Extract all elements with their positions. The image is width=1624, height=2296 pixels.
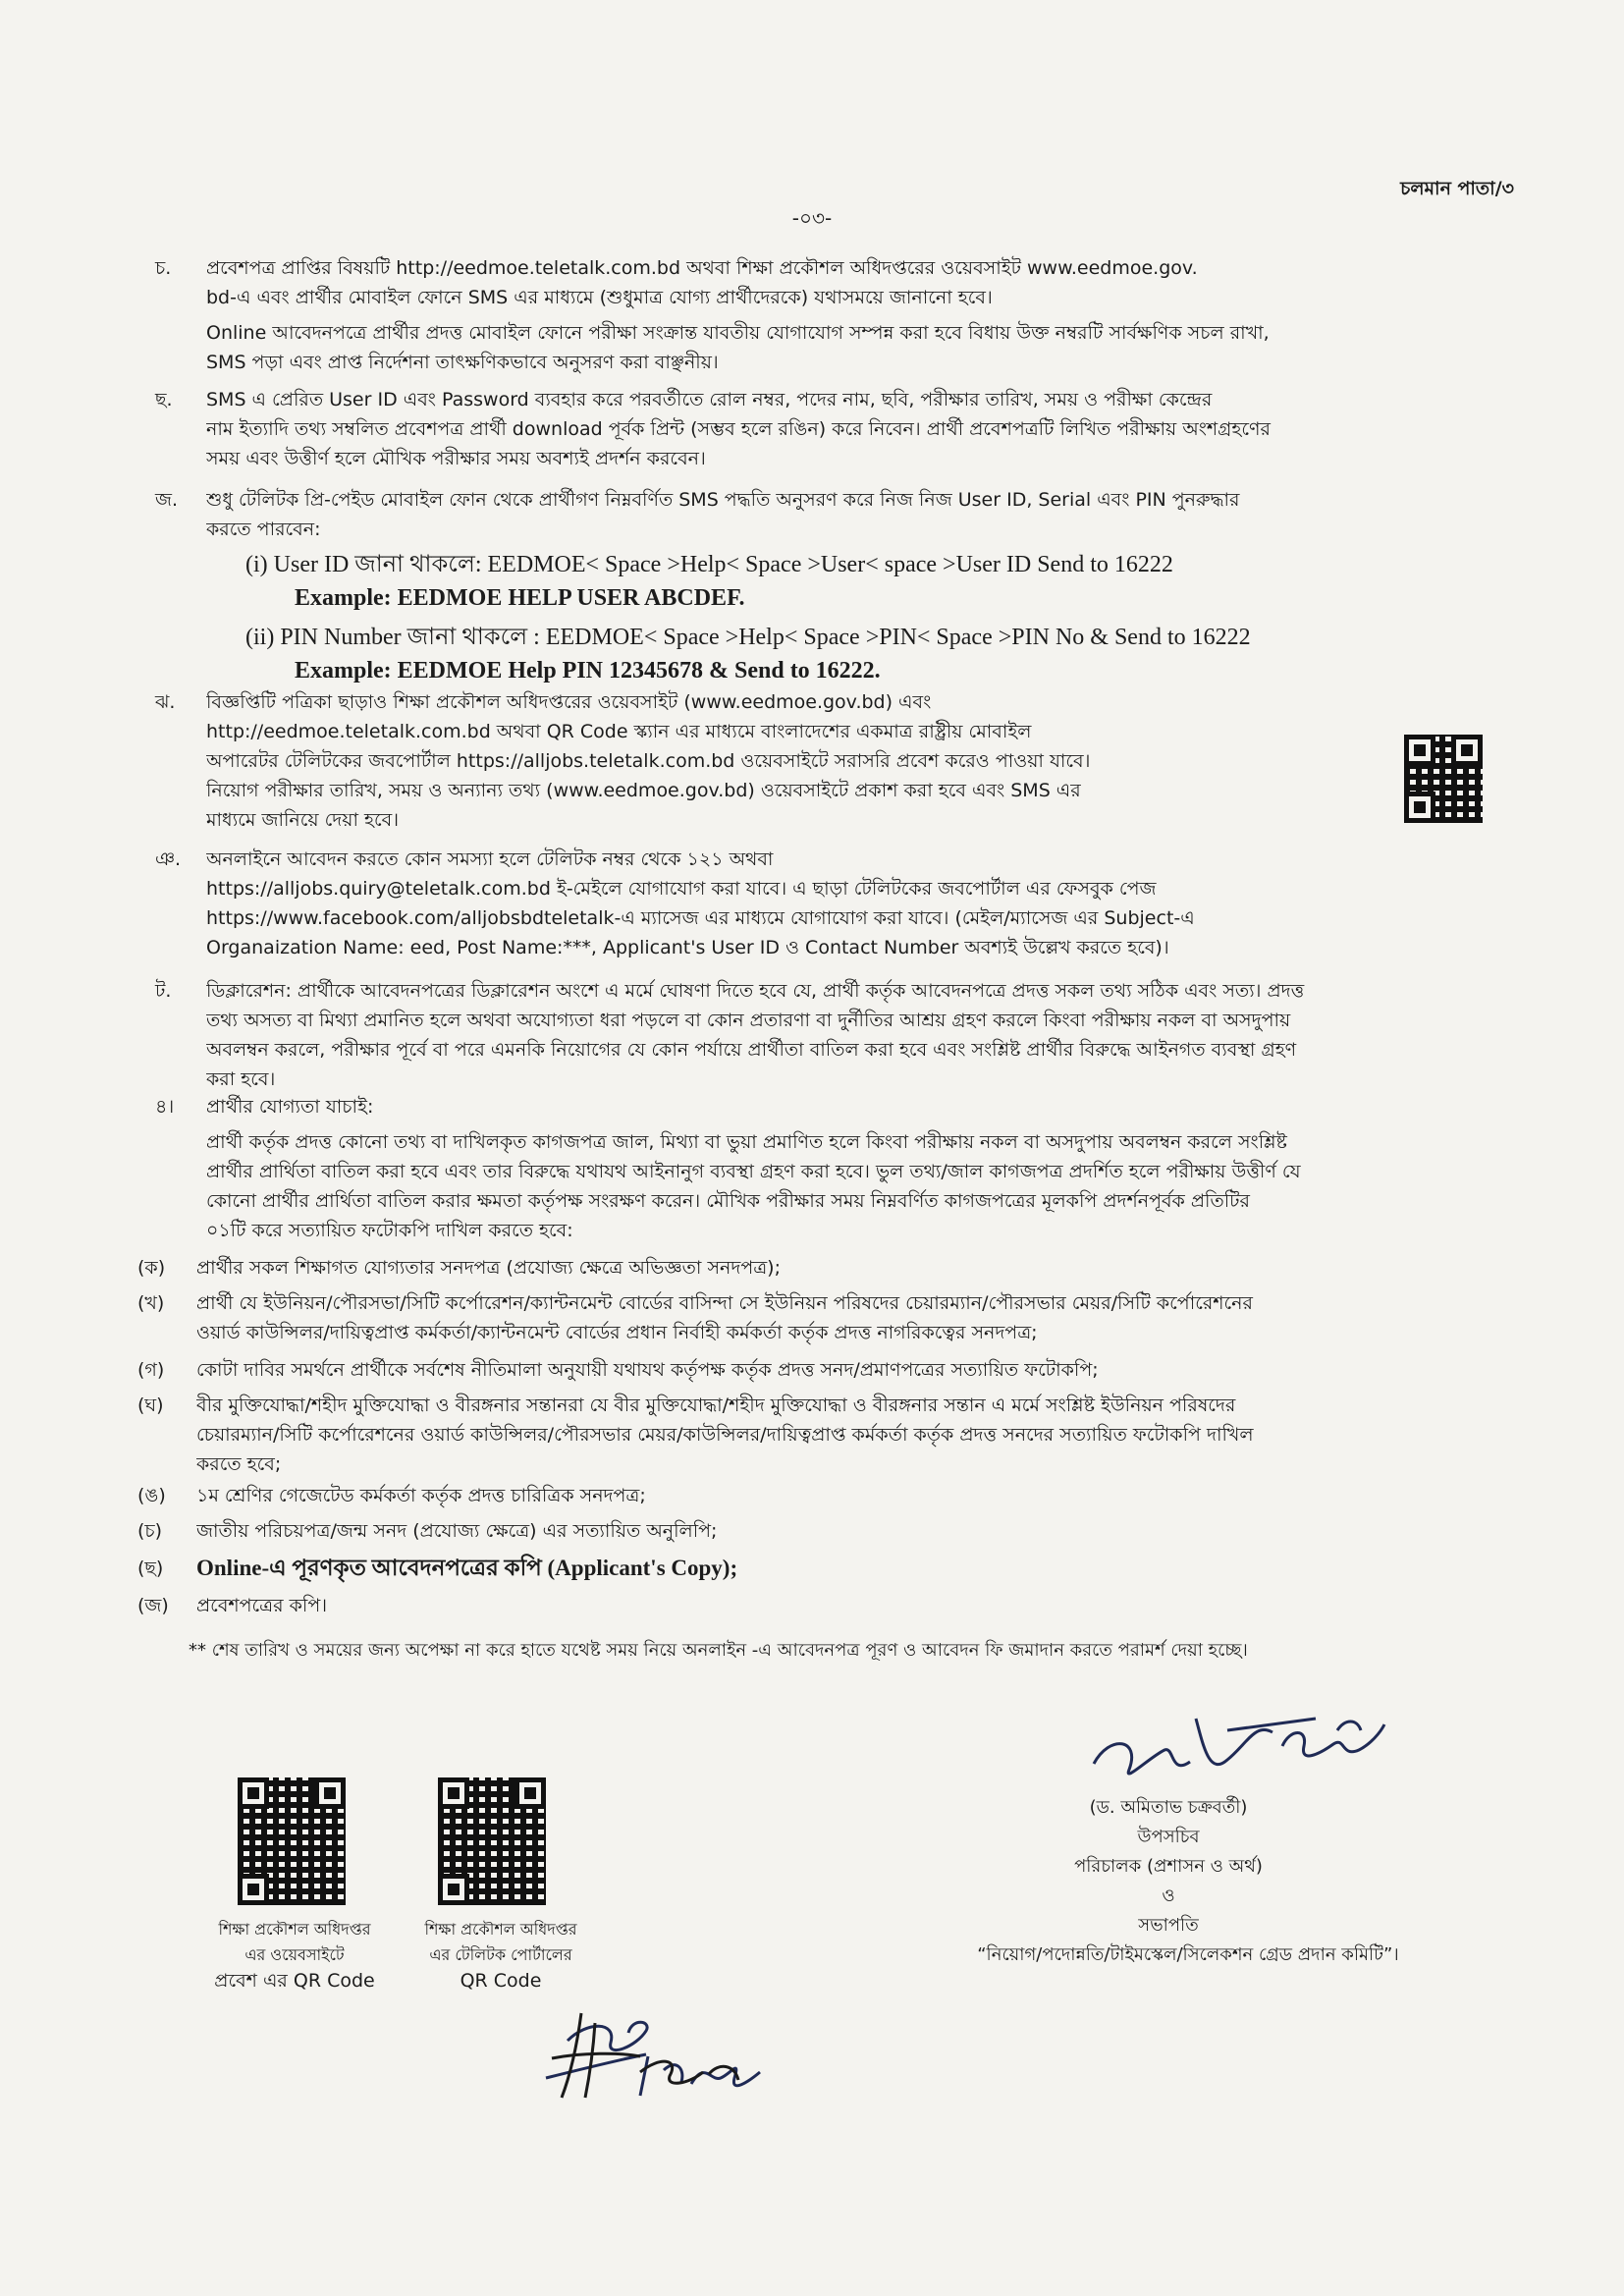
signatory-name: (ড. অমিতাভ চক্রবর্তী) [1089, 1797, 1248, 1818]
signatory-title: সভাপতি [1138, 1915, 1199, 1936]
item-line: নিয়োগ পরীক্ষার তারিখ, সময় ও অন্যান্য তথ্য (www.eedmoe.gov.bd) ওয়েবসাইটে প্রকাশ করা হবে এবং SMS এর [206, 780, 1081, 801]
qr-caption-line: প্রবেশ এর QR Code [214, 1970, 375, 1992]
doc-line: জাতীয় পরিচয়পত্র/জন্ম সনদ (প্রযোজ্য ক্ষেত্রে) এর সত্যায়িত অনুলিপি; [196, 1520, 718, 1542]
qr-caption-teletalk [393, 1917, 609, 1994]
doc-label: (ক) [137, 1257, 166, 1279]
item-line: Online আবেদনপত্রে প্রার্থীর প্রদত্ত মোবাইল ফোনে পরীক্ষা সংক্রান্ত যাবতীয় যোগাযোগ সম্পন্ন করা হবে বিধায় উক্ত নম্বরটি সার্বক্ষণিক সচল রাখা, [206, 322, 1270, 344]
sms-pin-format: (ii) PIN Number জানা থাকলে : EEDMOE< Space >Help< Space >PIN< Space >PIN No & Send to 16222 [245, 625, 1251, 650]
item-ja [155, 485, 1522, 544]
item-ca [155, 253, 1522, 377]
doc-cha [137, 1552, 1502, 1585]
signature-member1-mark-icon [542, 2003, 758, 2102]
footnote: ** শেষ তারিখ ও সময়ের জন্য অপেক্ষা না করে হাতে যথেষ্ট সময় নিয়ে অনলাইন -এ আবেদনপত্র পূরণ ও আবেদন ফি জমাদান করতে পরামর্শ দেয়া হচ্ছে। [189, 1640, 1248, 1661]
doc-line: কোটা দাবির সমর্থনে প্রার্থীকে সর্বশেষ নীতিমালা অনুযায়ী যথাযথ কর্তৃপক্ষ কর্তৃক প্রদত্ত সনদ/প্রমাণপত্রের সত্যায়িত ফটোকপি; [196, 1359, 1099, 1381]
section-label: ৪। [155, 1096, 175, 1118]
item-line: https://alljobs.quiry@teletalk.com.bd ই-মেইলে যোগাযোগ করা যাবে। এ ছাড়া টেলিটকের জবপোর্টাল এর ফেসবুক পেজ [206, 878, 1157, 900]
signature-director-icon [1080, 1689, 1394, 1797]
doc-uma [137, 1481, 1502, 1510]
item-cha [155, 385, 1522, 473]
sms-instructions [245, 548, 1251, 687]
item-line: https://www.facebook.com/alljobsbdteletalk-এ ম্যাসেজ এর মাধ্যমে যোগাযোগ করা যাবে। (মেইল/ম্যাসেজ এর Subject-এ [206, 907, 1195, 929]
item-line: bd-এ এবং প্রার্থীর মোবাইল ফোনে SMS এর মাধ্যমে (শুধুমাত্র যোগ্য প্রার্থীদেরকে) যথাসময়ে জানানো হবে। [206, 287, 993, 308]
doc-line: প্রবেশপত্রের কপি। [196, 1595, 328, 1616]
section-line: ০১টি করে সত্যায়িত ফটোকপি দাখিল করতে হবে: [206, 1220, 573, 1241]
doc-ja [137, 1591, 1502, 1620]
item-line: বিজ্ঞপ্তিটি পত্রিকা ছাড়াও শিক্ষা প্রকৌশল অধিদপ্তরের ওয়েবসাইট (www.eedmoe.gov.bd) এবং [206, 691, 932, 713]
doc-gha [137, 1391, 1502, 1479]
qr-caption-line: শিক্ষা প্রকৌশল অধিদপ্তর [424, 1920, 577, 1939]
doc-label: (চ) [137, 1520, 163, 1542]
item-jha [155, 687, 1375, 835]
signatory-block [1021, 1793, 1316, 1941]
item-line: শুধু টেলিটক প্রি-পেইড মোবাইল ফোন থেকে প্রার্থীগণ নিম্নবর্ণিত SMS পদ্ধতি অনুসরণ করে নিজ নিজ User ID, Serial এবং PIN পুনরুদ্ধার [206, 489, 1240, 511]
doc-ga [137, 1355, 1502, 1385]
item-line: নাম ইত্যাদি তথ্য সম্বলিত প্রবেশপত্র প্রার্থী download পূর্বক প্রিন্ট (সম্ভব হলে রঙিন) করে নিবেন। প্রার্থী প্রবেশপত্রটি লিখিত পরীক্ষায় অংশগ্রহণের [206, 418, 1271, 440]
doc-line: Online-এ পূরণকৃত আবেদনপত্রের কপি (Applicant's Copy); [196, 1556, 738, 1580]
sms-user-id-format: (i) User ID জানা থাকলে: EEDMOE< Space >Help< Space >User< space >User ID Send to 16222 [245, 552, 1173, 577]
page-number: -০৩- [791, 206, 833, 230]
item-line: করা হবে। [206, 1068, 276, 1090]
qr-caption-website [187, 1917, 403, 1994]
doc-label: (জ) [137, 1595, 169, 1616]
qr-caption-line: QR Code [460, 1970, 542, 1992]
item-line: অবলম্বন করলে, পরীক্ষার পূর্বে বা পরে এমনকি নিয়োগের যে কোন পর্যায়ে প্রার্থীতা বাতিল করা হবে এবং সংশ্লিষ্ট প্রার্থীর বিরুদ্ধে আইনগত ব্যবস্থা গ্রহণ [206, 1039, 1297, 1061]
doc-line: প্রার্থী যে ইউনিয়ন/পৌরসভা/সিটি কর্পোরেশন/ক্যান্টনমেন্ট বোর্ডের বাসিন্দা সে ইউনিয়ন পরিষদের চেয়ারম্যান/পৌরসভার মেয়র/সিটি কর্পোরেশনের [196, 1292, 1253, 1314]
running-page-label: চলমান পাতা/৩ [1400, 178, 1514, 199]
signatory-title: পরিচালক (প্রশাসন ও অর্থ) [1074, 1856, 1263, 1877]
sms-pin-example: Example: EEDMOE Help PIN 12345678 & Send to 16222. [295, 658, 881, 683]
section-line: কোনো প্রার্থীর প্রার্থিতা বাতিল করার ক্ষমতা কর্তৃপক্ষ সংরক্ষণ করেন। মৌখিক পরীক্ষার সময় নিম্নবর্ণিত কাগজপত্রের মূলকপি প্রদর্শনপূর্বক প্রতিটির [206, 1190, 1250, 1212]
item-line: http://eedmoe.teletalk.com.bd অথবা QR Code স্ক্যান এর মাধ্যমে বাংলাদেশের একমাত্র রাষ্ট্রীয় মোবাইল [206, 721, 1032, 742]
item-line: প্রবেশপত্র প্রাপ্তির বিষয়টি http://eedmoe.teletalk.com.bd অথবা শিক্ষা প্রকৌশল অধিদপ্তরের ওয়েবসাইট www.eedmoe.gov. [206, 257, 1198, 279]
item-line: সময় এবং উত্তীর্ণ হলে মৌখিক পরীক্ষার সময় অবশ্যই প্রদর্শন করবেন। [206, 448, 706, 469]
section-title: প্রার্থীর যোগ্যতা যাচাই: [206, 1096, 374, 1118]
item-line: Organaization Name: eed, Post Name:***, Applicant's User ID ও Contact Number অবশ্যই উল্লেখ করতে হবে)। [206, 937, 1169, 958]
signatory-title: উপসচিব [1137, 1827, 1200, 1847]
doc-ca [137, 1516, 1502, 1546]
item-line: করতে পারবেন: [206, 519, 321, 540]
signatory-conjunction: ও [1162, 1886, 1175, 1906]
doc-line: প্রার্থীর সকল শিক্ষাগত যোগ্যতার সনদপত্র (প্রযোজ্য ক্ষেত্রে অভিজ্ঞতা সনদপত্র); [196, 1257, 781, 1279]
section-line: প্রার্থী কর্তৃক প্রদত্ত কোনো তথ্য বা দাখিলকৃত কাগজপত্র জাল, মিথ্যা বা ভুয়া প্রমাণিত হলে কিংবা পরীক্ষায় নকল বা অসদুপায় অবলম্বন করলে সংশ্লিষ্ট [206, 1131, 1287, 1153]
item-label: চ. [155, 257, 172, 279]
doc-line: ওয়ার্ড কাউন্সিলর/দায়িত্বপ্রাপ্ত কর্মকর্তা/ক্যান্টনমেন্ট বোর্ডের প্রধান নির্বাহী কর্মকর্তা কর্তৃক প্রদত্ত নাগরিকত্বের সনদপত্র; [196, 1322, 1038, 1343]
qr-code-website-icon [238, 1777, 346, 1905]
section-qualification-check [155, 1092, 1522, 1245]
item-line: তথ্য অসত্য বা মিথ্যা প্রমানিত হলে অথবা অযোগ্যতা ধরা পড়লে বা কোন প্রতারণা বা দুর্নীতির আশ্রয় গ্রহণ করলে কিংবা পরীক্ষায় নকল বা অসদুপায় [206, 1010, 1291, 1031]
section-line: প্রার্থীর প্রার্থিতা বাতিল করা হবে এবং তার বিরুদ্ধে যথাযথ আইনানুগ ব্যবস্থা গ্রহণ করা হবে। ভুল তথ্য/জাল কাগজপত্র প্রদর্শিত হলে পরীক্ষায় উত্তীর্ণ যে [206, 1161, 1301, 1182]
item-line: SMS এ প্রেরিত User ID এবং Password ব্যবহার করে পরবর্তীতে রোল নম্বর, পদের নাম, ছবি, পরীক্ষার তারিখ, সময় ও পরীক্ষা কেন্দ্রের [206, 389, 1213, 410]
item-line: SMS পড়া এবং প্রাপ্ত নির্দেশনা তাৎক্ষণিকভাবে অনুসরণ করা বাঞ্ছনীয়। [206, 352, 719, 373]
item-label: জ. [155, 489, 179, 511]
qr-caption-line: শিক্ষা প্রকৌশল অধিদপ্তর [218, 1920, 371, 1939]
doc-line: চেয়ারম্যান/সিটি কর্পোরেশনের ওয়ার্ড কাউন্সিলর/পৌরসভার মেয়র/কাউন্সিলর/দায়িত্বপ্রাপ্ত কর্মকর্তা কর্তৃক প্রদত্ত সনদের সত্যায়িত ফটোকপি দাখিল [196, 1424, 1254, 1446]
qr-code-icon [1404, 735, 1483, 823]
doc-kha [137, 1288, 1502, 1347]
doc-ka [137, 1253, 1502, 1283]
sms-user-id-example: Example: EEDMOE HELP USER ABCDEF. [295, 585, 745, 611]
item-label: ঞ. [155, 848, 182, 870]
doc-line: বীর মুক্তিযোদ্ধা/শহীদ মুক্তিযোদ্ধা ও বীরঙ্গনার সন্তানরা যে বীর মুক্তিযোদ্ধা/শহীদ মুক্তিযোদ্ধা ও বীরঙ্গনার সন্তান এ মর্মে সংশ্লিষ্ট ইউনিয়ন পরিষদের [196, 1394, 1236, 1416]
doc-label: (খ) [137, 1292, 165, 1314]
qr-caption-line: এর ওয়েবসাইটে [244, 1945, 345, 1964]
doc-line: ১ম শ্রেণির গেজেটেড কর্মকর্তা কর্তৃক প্রদত্ত চারিত্রিক সনদপত্র; [196, 1485, 646, 1506]
item-nya [155, 845, 1522, 962]
item-line: ডিক্লারেশন: প্রার্থীকে আবেদনপত্রের ডিক্লারেশন অংশে এ মর্মে ঘোষণা দিতে হবে যে, প্রার্থী কর্তৃক আবেদনপত্রে প্রদত্ত সকল তথ্য সঠিক এবং সত্য। প্রদত্ত [206, 980, 1305, 1002]
item-line: মাধ্যমে জানিয়ে দেয়া হবে। [206, 809, 400, 831]
item-line: অপারেটর টেলিটকের জবপোর্টাল https://alljobs.teletalk.com.bd ওয়েবসাইটে সরাসরি প্রবেশ করেও পাওয়া যাবে। [206, 750, 1091, 772]
doc-label: (ঘ) [137, 1394, 164, 1416]
doc-label: (ছ) [137, 1558, 164, 1579]
committee-name: “নিয়োগ/পদোন্নতি/টাইমস্কেল/সিলেকশন গ্রেড প্রদান কমিটি”। [977, 1944, 1399, 1965]
qr-code-teletalk-icon [438, 1777, 546, 1905]
item-label: ঝ. [155, 691, 176, 713]
item-ta [155, 976, 1522, 1094]
qr-caption-line: এর টেলিটক পোর্টালের [429, 1945, 572, 1964]
doc-line: করতে হবে; [196, 1453, 282, 1475]
item-line: অনলাইনে আবেদন করতে কোন সমস্যা হলে টেলিটক নম্বর থেকে ১২১ অথবা [206, 848, 774, 870]
item-label: ছ. [155, 389, 173, 410]
item-label: ট. [155, 980, 172, 1002]
doc-label: (ঙ) [137, 1485, 166, 1506]
doc-label: (গ) [137, 1359, 165, 1381]
